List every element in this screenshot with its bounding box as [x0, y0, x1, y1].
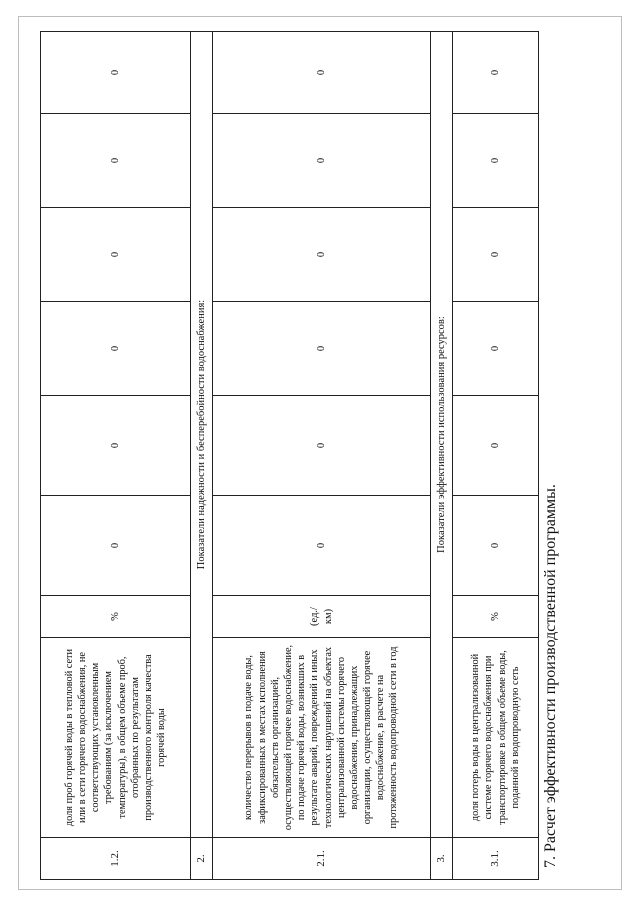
value-cell: 0 — [41, 114, 191, 208]
section-row — [191, 32, 213, 880]
value-cell: 0 — [453, 396, 539, 496]
value-cell: 0 — [213, 302, 431, 396]
unit-cell: % — [41, 596, 191, 638]
indicator-description: доля проб горячей воды в тепловой сети или в сети горячего водоснабжения, не соответствующих установленным требованиям (за исключением температуры), в общем объеме проб, отобранных по результатам производственного контроля качества горячей воды — [41, 638, 191, 838]
value-cell: 0 — [213, 496, 431, 596]
rotated-content — [40, 10, 600, 880]
value-cell: 0 — [453, 208, 539, 302]
value-cell: 0 — [41, 32, 191, 114]
indicator-description: доля потерь воды в централизованной системе горячего водоснабжения при транспортировке в общем объеме воды, поданной в водопроводную сеть — [453, 638, 539, 838]
value-cell: 0 — [453, 32, 539, 114]
indicator-description: количество перерывов в подаче воды, зафиксированных в местах исполнения обязательств организацией, осуществляющей горячее водоснабжение, по подаче горячей воды, возникших в результате аварий, повреждений и иных технологических нарушений на объектах централизованной системы горячего водоснабжения, принадлежащих организации, осуществляющей горячее водоснабжение, в расчете на протяженность водопроводной сети в год — [213, 638, 431, 838]
unit-cell: (ед./км) — [213, 596, 431, 638]
section-title: Показатели эффективности использования ресурсов: — [431, 32, 453, 838]
section-heading: 7. Расчет эффективности производственной программы. — [542, 484, 559, 868]
value-cell: 0 — [41, 496, 191, 596]
section-number: 3. — [431, 838, 453, 880]
value-cell: 0 — [213, 396, 431, 496]
row-number: 3.1. — [453, 838, 539, 880]
value-cell: 0 — [453, 114, 539, 208]
table-row — [213, 32, 431, 880]
row-number: 1.2. — [41, 838, 191, 880]
section-number: 2. — [191, 838, 213, 880]
unit-cell: % — [453, 596, 539, 638]
value-cell: 0 — [213, 114, 431, 208]
value-cell: 0 — [453, 496, 539, 596]
indicators-table — [40, 31, 539, 880]
value-cell: 0 — [41, 208, 191, 302]
section-title: Показатели надежности и бесперебойности водоснабжения: — [191, 32, 213, 838]
value-cell: 0 — [213, 208, 431, 302]
value-cell: 0 — [453, 302, 539, 396]
value-cell: 0 — [41, 396, 191, 496]
table-row — [41, 32, 191, 880]
table-row — [453, 32, 539, 880]
value-cell: 0 — [41, 302, 191, 396]
row-number: 2.1. — [213, 838, 431, 880]
value-cell: 0 — [213, 32, 431, 114]
section-row — [431, 32, 453, 880]
